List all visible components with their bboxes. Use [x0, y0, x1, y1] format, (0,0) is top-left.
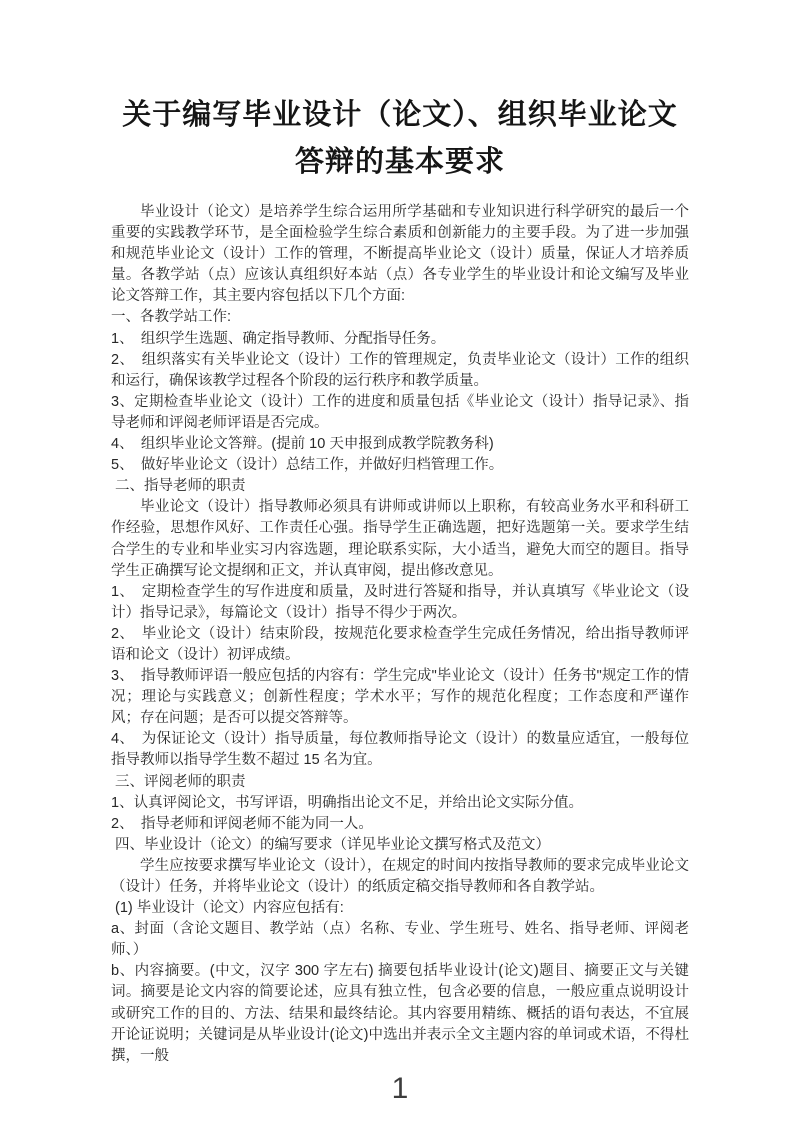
paragraph: 学生应按要求撰写毕业论文（设计），在规定的时间内按指导教师的要求完成毕业论文（设计）任务，并将毕业论文（设计）的纸质定稿交指导教师和各自教学站。 [111, 857, 689, 895]
paragraph: 4、 为保证论文（设计）指导质量，每位教师指导论文（设计）的数量应适宜，一般每位指导教师以指导学生数不超过 15 名为宜。 [111, 731, 689, 769]
paragraph: 5、 做好毕业论文（设计）总结工作，并做好归档管理工作。 [111, 457, 504, 474]
document-title-line1: 关于编写毕业设计（论文）、组织毕业论文 [122, 99, 678, 131]
paragraph: 1、 定期检查学生的写作进度和质量，及时进行答疑和指导，并认真填写《毕业论文（设计）指导记录》，每篇论文（设计）指导不得少于两次。 [111, 583, 689, 621]
paragraph: 4、 组织毕业论文答辩。(提前 10 天申报到成教学院教务科) [111, 436, 494, 453]
document-title [58, 92, 742, 186]
paragraph: 一、各教学站工作: [111, 309, 232, 326]
paragraph: 1、认真评阅论文，书写评语，明确指出论文不足，并给出论文实际分值。 [111, 794, 584, 811]
paragraph: 二、指导老师的职责 [111, 478, 246, 495]
paragraph: 毕业论文（设计）指导教师必须具有讲师或讲师以上职称，有较高业务水平和科研工作经验，思想作风好、工作责任心强。指导学生正确选题，把好选题第一关。要求学生结合学生的专业和毕业实习内容选题，理论联系实际，大小适当，避免大而空的题目。指导学生正确撰写论文提纲和正文，并认真审阅，提出修改意见。 [111, 499, 689, 579]
paragraph: 三、评阅老师的职责 [111, 773, 246, 790]
paragraph: (1) 毕业设计（论文）内容应包括有: [111, 900, 344, 917]
paragraph: 1、 组织学生选题、确定指导教师、分配指导任务。 [111, 330, 446, 347]
document-title-line2: 答辩的基本要求 [294, 146, 505, 178]
paragraph: a、封面（含论文题目、教学站（点）名称、专业、学生班号、姓名、指导老师、评阅老师、） [111, 921, 689, 959]
paragraph: b、内容摘要。(中文，汉字 300 字左右) 摘要包括毕业设计(论文)题目、摘要正文与关键词。摘要是论文内容的简要论述，应具有独立性，包含必要的信息，一般应重点说明设计或研究工作的目的、方法、结果和最终结论。其内容要用精练、概括的语句表达，不宜展开论证说明；关键词是从毕业设计(论文)中选出并表示全文主题内容的单词或术语，不得杜撰，一般 [111, 963, 689, 1064]
paragraph: 3、 指导教师评语一般应包括的内容有：学生完成"毕业论文（设计）任务书"规定工作的情况；理论与实践意义；创新性程度；学术水平；写作的规范化程度；工作态度和严谨作风；存在问题；是否可以提交答辩等。 [111, 668, 689, 727]
document-body [111, 202, 689, 1067]
page-number: 1 [391, 1072, 409, 1105]
paragraph: 2、 组织落实有关毕业论文（设计）工作的管理规定，负责毕业论文（设计）工作的组织和运行，确保该教学过程各个阶段的运行秩序和教学质量。 [111, 351, 689, 389]
paragraph: 四、毕业设计（论文）的编写要求（详见毕业论文撰写格式及范文） [111, 836, 551, 853]
paragraph: 毕业设计（论文）是培养学生综合运用所学基础和专业知识进行科学研究的最后一个重要的实践教学环节，是全面检验学生综合素质和创新能力的主要手段。为了进一步加强和规范毕业论文（设计）工作的管理，不断提高毕业论文（设计）质量，保证人才培养质量。各教学站（点）应该认真组织好本站（点）各专业学生的毕业设计和论文编写及毕业论文答辩工作，其主要内容包括以下几个方面: [111, 204, 689, 305]
paragraph: 2、 毕业论文（设计）结束阶段，按规范化要求检查学生完成任务情况，给出指导教师评语和论文（设计）初评成绩。 [111, 625, 689, 663]
paragraph: 3、定期检查毕业论文（设计）工作的进度和质量包括《毕业论文（设计）指导记录》、指导老师和评阅老师评语是否完成。 [111, 393, 689, 431]
paragraph: 2、 指导老师和评阅老师不能为同一人。 [111, 815, 373, 832]
